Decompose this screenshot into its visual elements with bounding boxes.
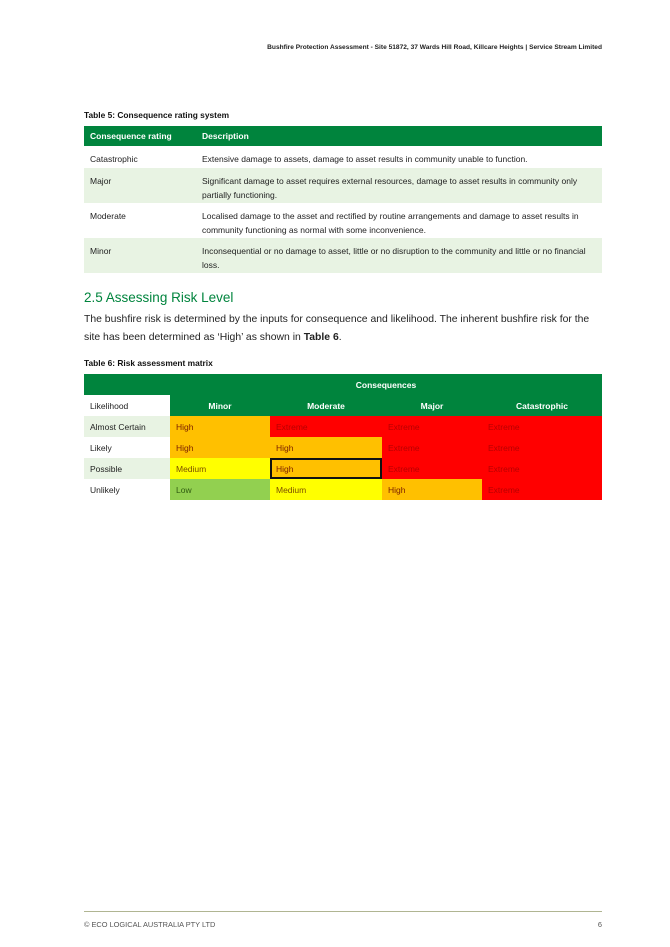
table-row [84, 203, 602, 238]
risk-cell: High [270, 437, 382, 458]
description-cell: Inconsequential or no damage to asset, little or no disruption to the community and little or no financial loss. [196, 238, 602, 273]
risk-cell-selected: High [270, 458, 382, 479]
table-row [84, 416, 602, 437]
risk-cell: Extreme [482, 416, 602, 437]
risk-matrix-table [84, 374, 602, 500]
section-paragraph [84, 311, 604, 347]
table-row [84, 146, 602, 168]
section-heading [84, 290, 233, 305]
table5-caption: Table 5: Consequence rating system [84, 110, 230, 120]
likelihood-cell: Unlikely [90, 484, 120, 495]
paragraph-end: . [338, 332, 342, 343]
table-row [84, 458, 602, 479]
risk-cell: Medium [170, 458, 270, 479]
rating-cell: Minor [84, 238, 196, 273]
risk-cell: Extreme [482, 437, 602, 458]
risk-cell: High [170, 416, 270, 437]
description-cell: Significant damage to asset requires external resources, damage to asset results in community only partially functioning. [196, 168, 602, 203]
risk-cell: Extreme [270, 416, 382, 437]
consequence-rating-table [84, 126, 602, 273]
risk-cell: Extreme [382, 416, 482, 437]
table6-caption: Table 6: Risk assessment matrix [84, 358, 213, 368]
table-row [84, 238, 602, 273]
table-row [84, 479, 602, 500]
col-catastrophic: Catastrophic [482, 395, 602, 416]
likelihood-label: Likelihood [90, 400, 129, 411]
paragraph-text: The bushfire risk is determined by the inputs for consequence and likelihood. The inherent bushfire risk for the site has been determined as ‘High’ as shown in [84, 314, 590, 343]
consequences-header: Consequences [170, 374, 602, 395]
col-minor: Minor [170, 395, 270, 416]
likelihood-cell: Almost Certain [84, 416, 170, 437]
footer-divider [84, 911, 602, 912]
table-header-row [84, 126, 602, 146]
footer-copyright: © ECO LOGICAL AUSTRALIA PTY LTD [84, 920, 216, 929]
risk-cell: High [170, 437, 270, 458]
page-header: Bushfire Protection Assessment - Site 51872, 37 Wards Hill Road, Killcare Heights | Service Stream Limited [267, 44, 602, 51]
risk-cell: Extreme [382, 458, 482, 479]
group-header-row [84, 374, 602, 395]
risk-cell: Low [170, 479, 270, 500]
column-header-row [84, 395, 602, 416]
col-major: Major [382, 395, 482, 416]
col-moderate: Moderate [270, 395, 382, 416]
header-consequence-rating: Consequence rating [84, 126, 196, 146]
section-title: Assessing Risk Level [105, 290, 234, 305]
page-number: 6 [597, 920, 602, 929]
rating-cell: Catastrophic [90, 154, 138, 164]
description-cell: Extensive damage to assets, damage to asset results in community unable to function. [202, 154, 528, 164]
risk-cell: Extreme [482, 479, 602, 500]
table-row [84, 437, 602, 458]
table-reference: Table 6 [303, 332, 339, 343]
corner-cell [84, 374, 170, 395]
likelihood-cell: Possible [84, 458, 170, 479]
likelihood-cell: Likely [90, 442, 112, 453]
rating-cell: Moderate [90, 211, 126, 221]
description-cell: Localised damage to the asset and rectified by routine arrangements and damage to asset results in community functioning as normal with some inconvenience. [202, 211, 579, 235]
header-description: Description [196, 126, 602, 146]
risk-cell: Medium [270, 479, 382, 500]
section-number: 2.5 [84, 290, 103, 305]
risk-cell: High [382, 479, 482, 500]
rating-cell: Major [84, 168, 196, 203]
risk-cell: Extreme [482, 458, 602, 479]
table-row [84, 168, 602, 203]
risk-cell: Extreme [382, 437, 482, 458]
